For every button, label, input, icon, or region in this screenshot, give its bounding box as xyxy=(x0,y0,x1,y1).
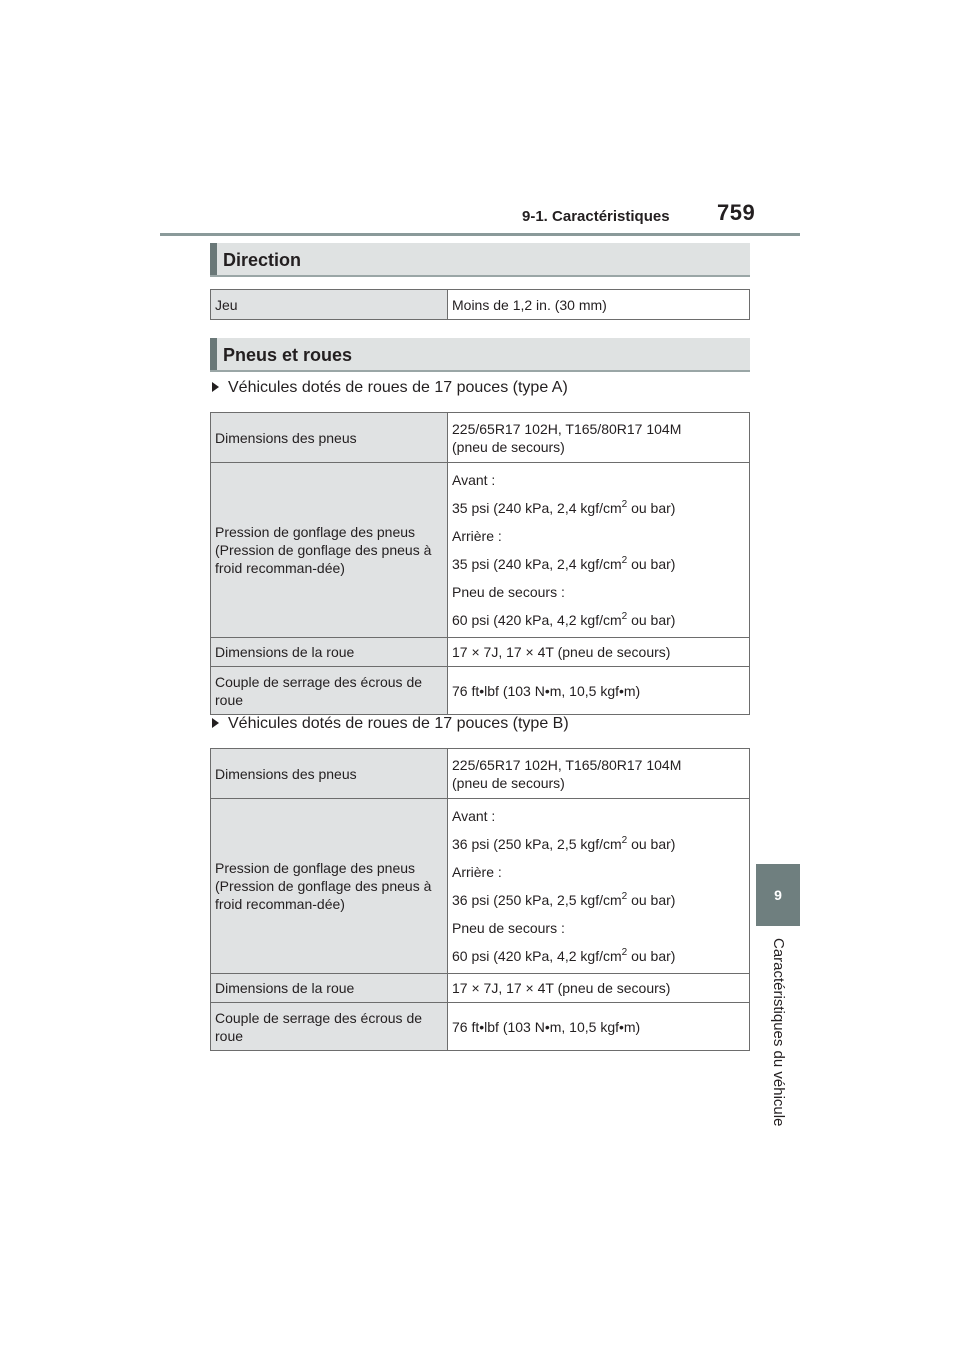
direction-heading-label: Direction xyxy=(223,250,302,270)
front-value-text: 36 psi (250 kPa, 2,5 kgf/cm xyxy=(452,836,622,852)
wheel-size-key: Dimensions de la roue xyxy=(211,974,448,1003)
rear-value-sup: 2 xyxy=(621,891,628,902)
tire-size-key: Dimensions des pneus xyxy=(211,749,448,799)
pressure-key: Pression de gonflage des pneus (Pression de gonflage des pneus à froid recomman-dée) xyxy=(211,799,448,974)
pressure-key: Pression de gonflage des pneus (Pression de gonflage des pneus à froid recomman-dée) xyxy=(211,463,448,638)
pressure-value xyxy=(448,463,750,638)
spare-value-sup: 2 xyxy=(621,947,628,958)
spare-value-unit: ou bar) xyxy=(627,948,676,964)
pressure-value xyxy=(448,799,750,974)
header-divider xyxy=(160,233,800,236)
type-a-bullet xyxy=(212,379,568,397)
type-b-table xyxy=(210,748,750,1051)
torque-key: Couple de serrage des écrous de roue xyxy=(211,1003,448,1051)
wheel-size-key: Dimensions de la roue xyxy=(211,638,448,667)
rear-label: Arrière : xyxy=(452,528,502,544)
tire-size-value xyxy=(448,413,750,463)
spare-label: Pneu de secours : xyxy=(452,584,565,600)
direction-key: Jeu xyxy=(211,290,448,320)
type-b-bullet-text: Véhicules dotés de roues de 17 pouces (type B) xyxy=(228,715,569,732)
rear-value-unit: ou bar) xyxy=(627,892,676,908)
wheel-size-value: 17 × 7J, 17 × 4T (pneu de secours) xyxy=(448,974,750,1003)
torque-value: 76 ft•lbf (103 N•m, 10,5 kgf•m) xyxy=(448,667,750,715)
wheel-size-value: 17 × 7J, 17 × 4T (pneu de secours) xyxy=(448,638,750,667)
spare-value-text: 60 psi (420 kPa, 4,2 kgf/cm xyxy=(452,612,622,628)
front-value-unit: ou bar) xyxy=(627,836,676,852)
tires-heading-label: Pneus et roues xyxy=(223,345,353,365)
torque-value: 76 ft•lbf (103 N•m, 10,5 kgf•m) xyxy=(448,1003,750,1051)
table-row xyxy=(211,799,750,974)
spare-value-sup: 2 xyxy=(621,611,628,622)
front-value xyxy=(452,494,745,522)
tire-size-key: Dimensions des pneus xyxy=(211,413,448,463)
front-value-text: 35 psi (240 kPa, 2,4 kgf/cm xyxy=(452,500,622,516)
front-value-unit: ou bar) xyxy=(627,500,676,516)
front-label: Avant : xyxy=(452,808,496,824)
type-a-bullet-text: Véhicules dotés de roues de 17 pouces (type A) xyxy=(228,379,568,396)
tire-size-line2: (pneu de secours) xyxy=(452,438,565,455)
triangle-bullet-icon xyxy=(212,718,219,728)
triangle-bullet-icon xyxy=(212,382,219,392)
tires-heading xyxy=(210,338,750,372)
table-row xyxy=(211,290,750,320)
front-value-sup: 2 xyxy=(621,499,628,510)
tire-size-value xyxy=(448,749,750,799)
chapter-title: Caractéristiques du véhicule xyxy=(770,938,787,1127)
tire-size-line2: (pneu de secours) xyxy=(452,774,565,791)
spare-value xyxy=(452,606,745,634)
front-label: Avant : xyxy=(452,472,496,488)
heading-accent-bar xyxy=(210,243,217,275)
rear-value-text: 35 psi (240 kPa, 2,4 kgf/cm xyxy=(452,556,622,572)
direction-value: Moins de 1,2 in. (30 mm) xyxy=(448,290,750,320)
table-row xyxy=(211,413,750,463)
chapter-tab xyxy=(756,864,800,926)
rear-label: Arrière : xyxy=(452,864,502,880)
type-b-bullet xyxy=(212,715,569,733)
spare-value xyxy=(452,942,745,970)
spare-value-text: 60 psi (420 kPa, 4,2 kgf/cm xyxy=(452,948,622,964)
front-value-sup: 2 xyxy=(621,835,628,846)
front-value xyxy=(452,830,745,858)
heading-accent-bar xyxy=(210,338,217,370)
spare-label: Pneu de secours : xyxy=(452,920,565,936)
direction-table xyxy=(210,289,750,320)
page-number: 759 xyxy=(717,200,756,225)
section-title: 9-1. Caractéristiques xyxy=(522,208,670,225)
rear-value-text: 36 psi (250 kPa, 2,5 kgf/cm xyxy=(452,892,622,908)
table-row xyxy=(211,463,750,638)
table-row xyxy=(211,749,750,799)
table-row xyxy=(211,667,750,715)
direction-heading xyxy=(210,243,750,277)
table-row xyxy=(211,638,750,667)
chapter-number: 9 xyxy=(774,887,782,903)
rear-value xyxy=(452,886,745,914)
table-row xyxy=(211,974,750,1003)
rear-value xyxy=(452,550,745,578)
spare-value-unit: ou bar) xyxy=(627,612,676,628)
table-row xyxy=(211,1003,750,1051)
rear-value-sup: 2 xyxy=(621,555,628,566)
torque-key: Couple de serrage des écrous de roue xyxy=(211,667,448,715)
rear-value-unit: ou bar) xyxy=(627,556,676,572)
tire-size-line1: 225/65R17 102H, T165/80R17 104M xyxy=(452,420,682,437)
tire-size-line1: 225/65R17 102H, T165/80R17 104M xyxy=(452,756,682,773)
type-a-table xyxy=(210,412,750,715)
